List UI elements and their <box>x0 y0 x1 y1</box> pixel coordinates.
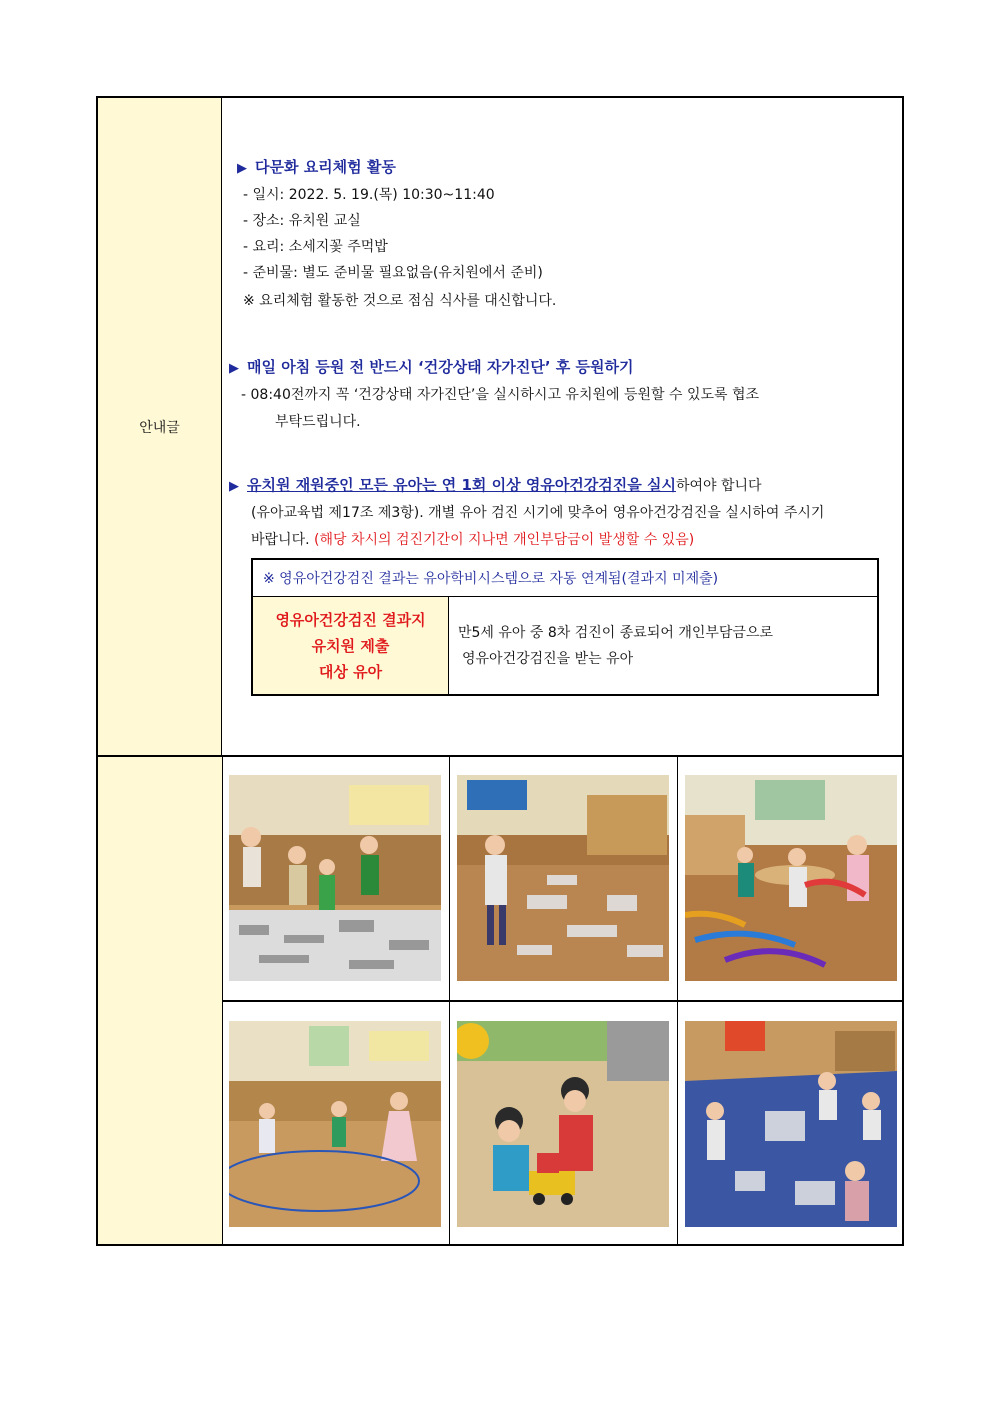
notice-content <box>223 98 902 756</box>
checkup-title-underlined: 유치원 재원중인 모든 유아는 연 1회 이상 영유아건강검진을 실시 <box>247 476 676 494</box>
cooking-date: - 일시: 2022. 5. 19.(목) 10:30~11:40 <box>243 187 495 203</box>
section-health-check-title <box>229 356 633 377</box>
label-column-divider <box>222 756 223 1244</box>
cooking-prep: - 준비물: 별도 준비물 필요없음(유치원에서 준비) <box>243 265 543 281</box>
checkup-box-target-desc <box>458 597 869 694</box>
target-label-line-3: 대상 유아 <box>318 662 383 681</box>
photo-painting-mat <box>685 1021 897 1227</box>
photo-classroom-dance <box>229 1021 441 1227</box>
triangle-bullet-icon: ▶ <box>229 479 239 494</box>
triangle-bullet-icon: ▶ <box>237 161 247 176</box>
health-check-line-2: 부탁드립니다. <box>275 414 361 430</box>
notice-table <box>96 96 904 1246</box>
health-check-line-1: - 08:40전까지 꼭 ‘건강상태 자가진단’을 실시하시고 유치원에 등원할 수 있도록 협조 <box>241 387 760 403</box>
cooking-dish: - 요리: 소세지꽃 주먹밥 <box>243 239 388 255</box>
photo-pool-noodles <box>685 775 897 981</box>
cooking-place: - 장소: 유치원 교실 <box>243 213 361 229</box>
section-title-text: 다문화 요리체험 활동 <box>255 158 396 176</box>
section-checkup-title <box>229 474 762 495</box>
checkup-line-1: (유아교육법 제17조 제3항). 개별 유아 검진 시기에 맞추어 영유아건강검진을 실시하여 주시기 <box>251 505 825 521</box>
cooking-note: ※ 요리체험 활동한 것으로 점심 식사를 대신합니다. <box>243 293 557 309</box>
section-cooking-title <box>237 156 396 177</box>
target-label-line-2: 유치원 제출 <box>311 636 390 655</box>
checkup-info-box <box>251 558 879 696</box>
row-label <box>98 98 222 756</box>
target-label-line-1: 영유아건강검진 결과지 <box>275 610 426 629</box>
photo-column-divider <box>449 756 450 1244</box>
photo-column-divider <box>677 756 678 1244</box>
photo-newspaper-play <box>229 775 441 981</box>
checkup-title-rest: 하여야 합니다 <box>675 478 762 494</box>
checkup-box-header: ※ 영유아건강검진 결과는 유아학비시스템으로 자동 연계됨(결과지 미제출) <box>253 560 877 597</box>
photo-newspaper-floor <box>457 775 669 981</box>
triangle-bullet-icon: ▶ <box>229 361 239 376</box>
checkup-box-target-label <box>253 597 449 694</box>
row-label-text: 안내글 <box>139 420 180 436</box>
photo-row-label-cell <box>98 757 222 1244</box>
target-desc-line-2: 영유아건강검진을 받는 유아 <box>462 650 634 667</box>
checkup-line-2-text: 바랍니다. <box>251 532 314 548</box>
notice-row <box>98 98 902 756</box>
section-title-text: 매일 아침 등원 전 반드시 ‘건강상태 자가진단’ 후 등원하기 <box>247 358 634 376</box>
checkup-warning: (해당 차시의 검진기간이 지나면 개인부담금이 발생할 수 있음) <box>314 532 695 548</box>
checkup-line-2 <box>251 529 694 549</box>
target-desc-line-1: 만5세 유아 중 8차 검진이 종료되어 개인부담금으로 <box>458 624 773 641</box>
photo-sandbox-truck <box>457 1021 669 1227</box>
